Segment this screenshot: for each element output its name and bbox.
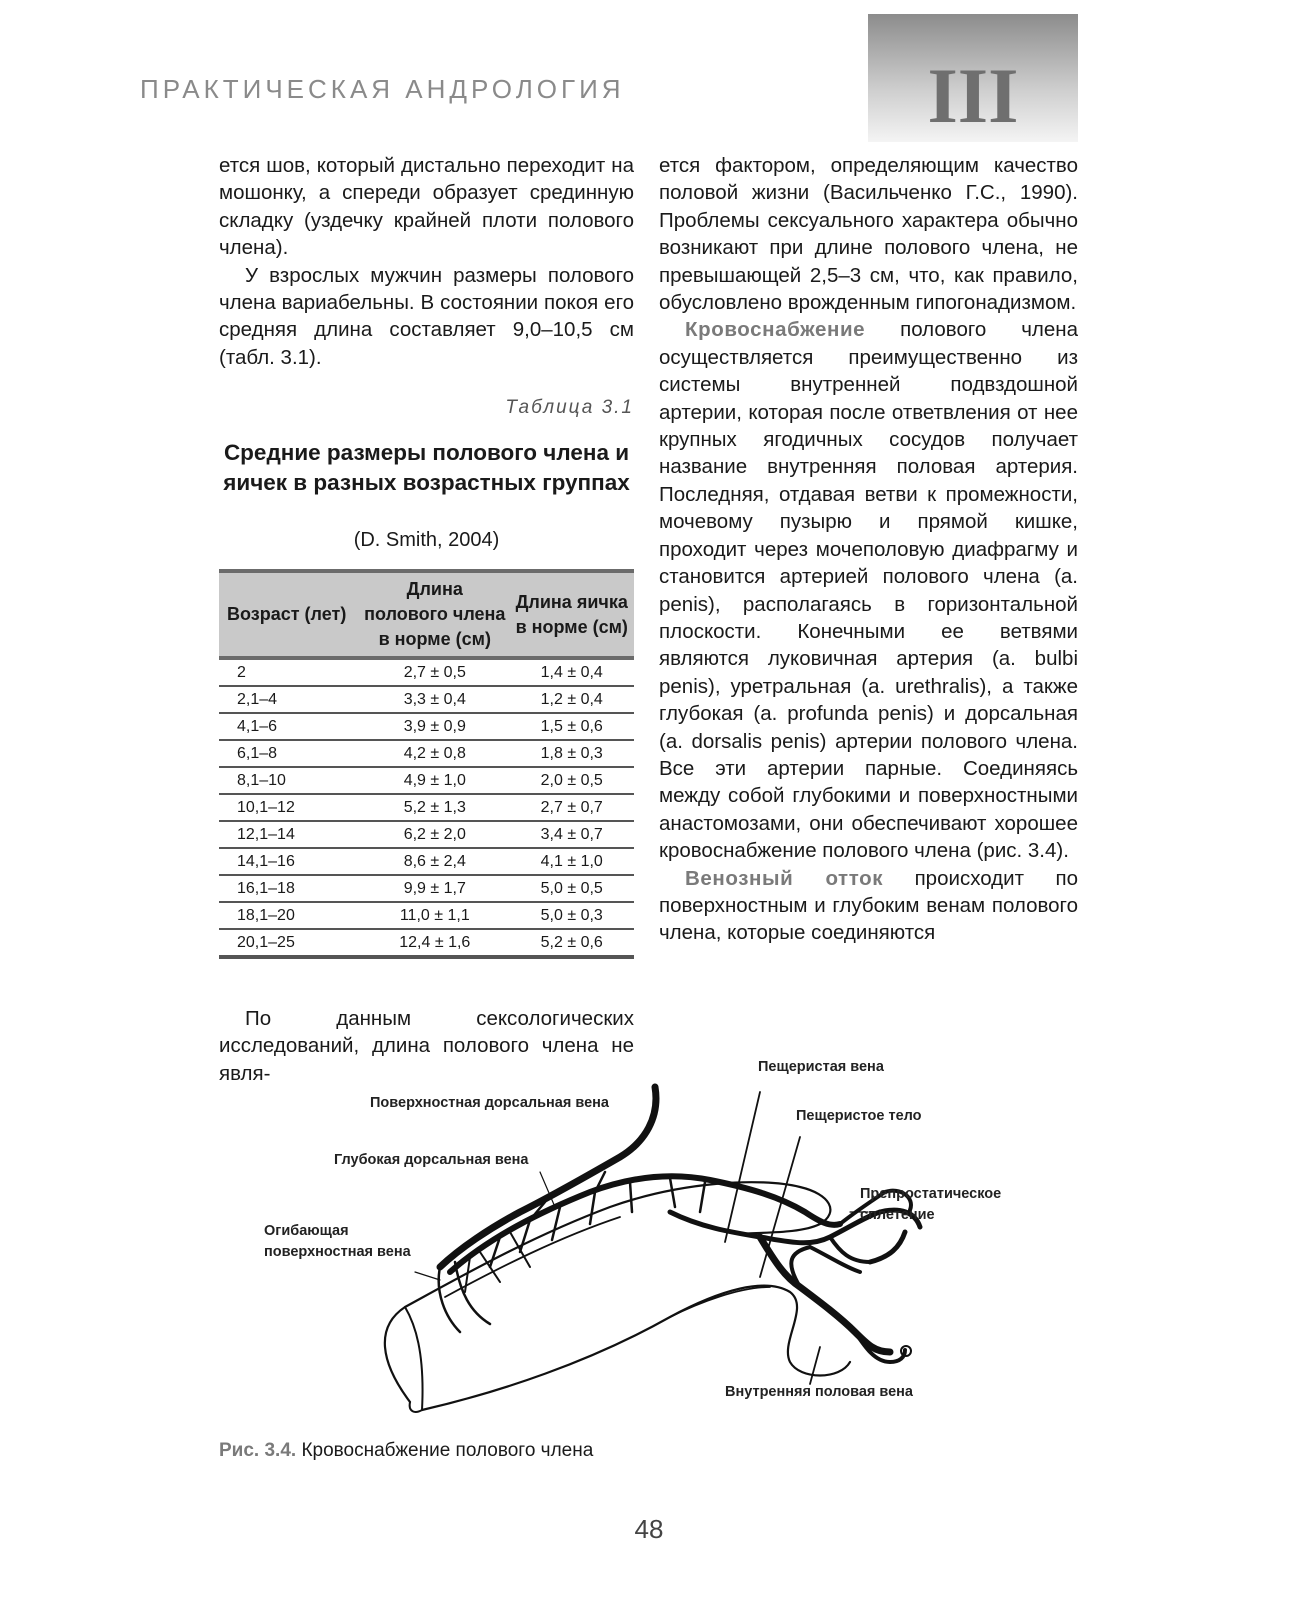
left-paragraph-2: У взрослых мужчин размеры полового члена вариабельны. В состоянии покоя его средняя длина составляет 9,0–10,5 см (табл. 3.1). [219, 263, 634, 369]
left-column [219, 152, 634, 371]
figure-caption [219, 1440, 593, 1462]
cell-testis-length: 3,4 ± 0,7 [509, 821, 634, 848]
left-paragraph-3: По данным сексологических исследований, длина полового члена не явля- [219, 1007, 634, 1085]
right-column [659, 152, 1078, 947]
cell-testis-length: 1,2 ± 0,4 [509, 686, 634, 713]
cell-penis-length: 12,4 ± 1,6 [360, 929, 509, 957]
table-row [219, 929, 634, 957]
cell-penis-length: 6,2 ± 2,0 [360, 821, 509, 848]
table-row [219, 902, 634, 929]
label-circumflex-vein-line2: поверхностная вена [264, 1244, 411, 1260]
figure-illustration [200, 1059, 1060, 1432]
table-row [219, 767, 634, 794]
cell-age: 18,1–20 [219, 902, 360, 929]
blood-supply-text: полового члена осуществляется преимущественно из системы внутренней подвздошной артерии, которая после ответвления от нее крупных ягодичных сосудов получает название внутренняя половая артерия. Последняя, отдавая ветви к промежности, мочевому пузырю и прямой кишке, проходит через мочеполовую диафрагму и становится артерией полового члена (a. penis), располагаясь в горизонтальной плоскости. Конечными ее ветвями являются луковичная артерия (a. bulbi penis), уретральная (a. urethralis), а также глубокая (a. profunda penis) и дорсальная (a. dorsalis penis) артерии полового члена. Все эти артерии парные. Соединяясь между собой глубокими и поверхностными анастомозами, они обеспечивают хорошее кровоснабжение полового члена (рис. 3.4). [659, 318, 1078, 863]
label-circumflex-vein-line1: Огибающая [264, 1223, 349, 1239]
cell-age: 8,1–10 [219, 767, 360, 794]
cell-penis-length: 2,7 ± 0,5 [360, 658, 509, 686]
right-paragraph-3 [659, 865, 1078, 947]
table-row [219, 740, 634, 767]
table-row [219, 658, 634, 686]
cell-penis-length: 4,2 ± 0,8 [360, 740, 509, 767]
cell-penis-length: 3,3 ± 0,4 [360, 686, 509, 713]
cell-penis-length: 3,9 ± 0,9 [360, 713, 509, 740]
venous-text: происходит по поверхностным и глубоким венам полового члена, которые соединяются [659, 866, 1078, 945]
table-row [219, 848, 634, 875]
cell-age: 20,1–25 [219, 929, 360, 957]
label-internal-pudendal-vein: Внутренняя половая вена [725, 1384, 913, 1400]
cell-age: 14,1–16 [219, 848, 360, 875]
cell-testis-length: 5,0 ± 0,5 [509, 875, 634, 902]
chapter-number: III [927, 52, 1019, 139]
table-source: (D. Smith, 2004) [353, 529, 500, 551]
running-title: ПРАКТИЧЕСКАЯ АНДРОЛОГИЯ [140, 74, 625, 104]
cell-age: 6,1–8 [219, 740, 360, 767]
chapter-tab [868, 14, 1078, 142]
cell-testis-length: 4,1 ± 1,0 [509, 848, 634, 875]
left-paragraph-1: ется шов, который дистально переходит на мошонку, а спереди образует срединную складку (уздечку крайней плоти полового члена). [219, 154, 634, 260]
right-paragraph-2 [659, 316, 1078, 864]
table-label: Таблица 3.1 [505, 397, 634, 418]
table-row [219, 875, 634, 902]
label-superficial-dorsal-vein: Поверхностная дорсальная вена [370, 1095, 609, 1111]
cell-age: 10,1–12 [219, 794, 360, 821]
label-cavernous-body: Пещеристое тело [796, 1108, 922, 1124]
table-body [219, 658, 634, 957]
right-paragraph-1: ется фактором, определяющим качество половой жизни (Васильченко Г.С., 1990). Проблемы сексуального характера обычно возникают при длине полового члена, не превышающей 2,5–3 см, что, как правило, обусловлено врожденным гипогонадизмом. [659, 154, 1078, 315]
cell-age: 2,1–4 [219, 686, 360, 713]
cell-testis-length: 5,2 ± 0,6 [509, 929, 634, 957]
cell-age: 16,1–18 [219, 875, 360, 902]
cell-penis-length: 4,9 ± 1,0 [360, 767, 509, 794]
cell-age: 4,1–6 [219, 713, 360, 740]
cell-testis-length: 2,0 ± 0,5 [509, 767, 634, 794]
cell-penis-length: 5,2 ± 1,3 [360, 794, 509, 821]
cell-testis-length: 1,8 ± 0,3 [509, 740, 634, 767]
header-testis-length: Длина яичка в норме (см) [509, 571, 634, 658]
table-title: Средние размеры полового члена и яичек в разных возрастных группах [223, 440, 630, 495]
cell-penis-length: 9,9 ± 1,7 [360, 875, 509, 902]
table-row [219, 794, 634, 821]
cell-testis-length: 1,4 ± 0,4 [509, 658, 634, 686]
cell-penis-length: 8,6 ± 2,4 [360, 848, 509, 875]
table-row [219, 821, 634, 848]
cell-testis-length: 1,5 ± 0,6 [509, 713, 634, 740]
venous-keyword: Венозный отток [685, 866, 884, 890]
label-prostatic-plexus-line2: сплетение [860, 1207, 935, 1223]
header-penis-length: Длина полового члена в норме (см) [360, 571, 509, 658]
cell-penis-length: 11,0 ± 1,1 [360, 902, 509, 929]
size-table [219, 569, 634, 959]
cell-age: 12,1–14 [219, 821, 360, 848]
caption-text: Кровоснабжение полового члена [296, 1440, 594, 1461]
page-number: 48 [634, 1514, 664, 1544]
cell-age: 2 [219, 658, 360, 686]
label-prostatic-plexus-line1: Препростатическое [860, 1186, 1002, 1202]
label-cavernous-vein: Пещеристая вена [758, 1059, 884, 1075]
header-age: Возраст (лет) [219, 571, 360, 658]
blood-supply-keyword: Кровоснабжение [685, 318, 866, 342]
cell-testis-length: 2,7 ± 0,7 [509, 794, 634, 821]
table-row [219, 686, 634, 713]
caption-number: Рис. 3.4. [219, 1440, 297, 1461]
table-row [219, 713, 634, 740]
cell-testis-length: 5,0 ± 0,3 [509, 902, 634, 929]
label-deep-dorsal-vein: Глубокая дорсальная вена [334, 1152, 529, 1168]
